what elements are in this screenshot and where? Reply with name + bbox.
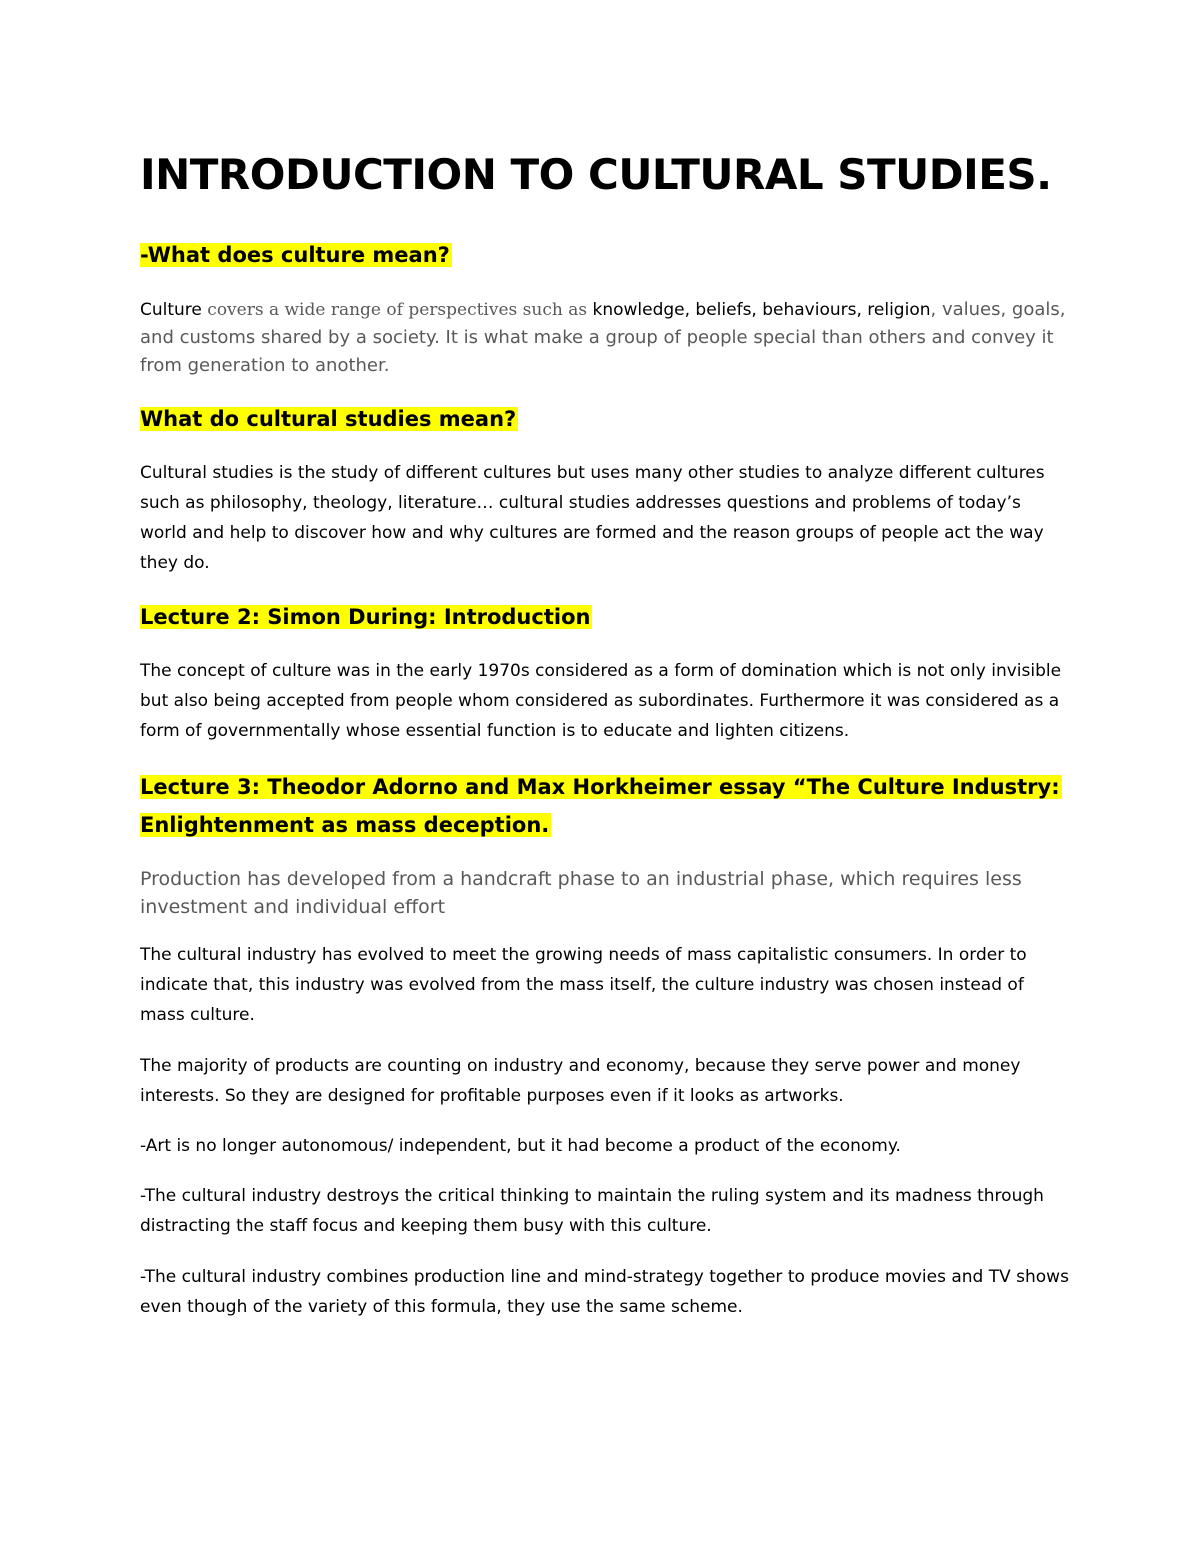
paragraph-cultural-studies: Cultural studies is the study of different cultures but uses many other studies to analyze different cultures such as philosophy, theology, literature… cultural studies addresses questions and problems of today’s world and help to discover how and why cultures are formed and the reason groups of people act the way they do. bbox=[140, 463, 1045, 573]
text-segment: , values, goals, and customs shared by a society. It is what make a group of people special than others and convey it from generation to another. bbox=[140, 299, 1066, 376]
section-heading-lecture-3-line-2 bbox=[140, 806, 551, 844]
paragraph-lecture-2: The concept of culture was in the early 1970s considered as a form of domination which is not only invisible but also being accepted from people whom considered as subordinates. Furthermore it was considered as a form of governmentally whose essential function is to educate and lighten citizens. bbox=[140, 661, 1062, 741]
section-heading-cultural-studies bbox=[140, 400, 518, 438]
paragraph-cultural-industry: The cultural industry has evolved to meet the growing needs of mass capitalistic consumers. In order to indicate that, this industry was evolved from the mass itself, the culture industry was chosen instead of mass culture. bbox=[140, 945, 1027, 1025]
heading-highlight: Lecture 2: Simon During: Introduction bbox=[140, 605, 591, 629]
heading-highlight: Enlightenment as mass deception. bbox=[140, 813, 550, 837]
document-title: INTRODUCTION TO CULTURAL STUDIES. bbox=[140, 150, 1052, 199]
section-heading-lecture-3-line-1 bbox=[140, 768, 1062, 806]
paragraph-products: The majority of products are counting on industry and economy, because they serve power and money interests. So they are designed for profitable purposes even if it looks as artworks. bbox=[140, 1056, 1021, 1106]
text-segment: knowledge, beliefs, behaviours, religion bbox=[592, 300, 931, 320]
paragraph-production-line: -The cultural industry combines production line and mind-strategy together to produce movies and TV shows even though of the variety of this formula, they use the same scheme. bbox=[140, 1267, 1069, 1317]
paragraph-art-autonomy: -Art is no longer autonomous/ independent, but it had become a product of the economy. bbox=[140, 1136, 901, 1156]
section-heading-culture-meaning bbox=[140, 236, 452, 274]
section-heading-lecture-2 bbox=[140, 598, 592, 636]
heading-highlight: What do cultural studies mean? bbox=[140, 407, 517, 431]
text-segment: Culture bbox=[140, 300, 202, 320]
paragraph-production: Production has developed from a handcraft phase to an industrial phase, which requires less investment and individual effort bbox=[140, 868, 1022, 918]
heading-highlight: -What does culture mean? bbox=[140, 243, 450, 267]
text-segment: covers a wide range of perspectives such as bbox=[201, 300, 593, 320]
heading-highlight: Lecture 3: Theodor Adorno and Max Horkheimer essay “The Culture Industry: bbox=[140, 775, 1060, 799]
paragraph-critical-thinking: -The cultural industry destroys the critical thinking to maintain the ruling system and its madness through distracting the staff focus and keeping them busy with this culture. bbox=[140, 1186, 1044, 1236]
paragraph-culture-definition bbox=[140, 296, 1070, 380]
